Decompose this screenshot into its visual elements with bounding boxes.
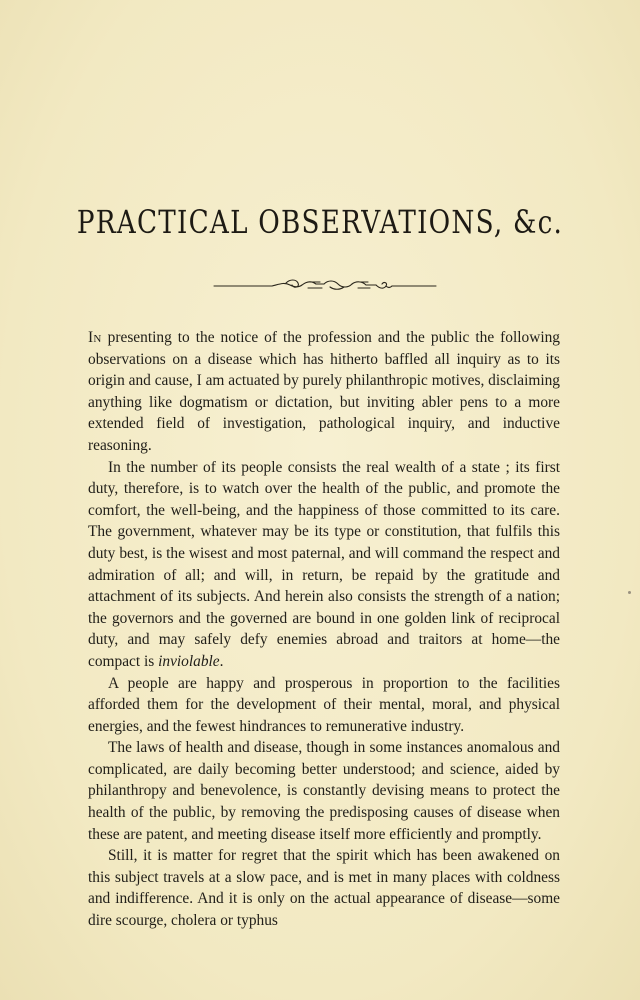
paragraph-4: [88, 737, 560, 845]
margin-speck: [628, 591, 631, 594]
chapter-title: PRACTICAL OBSERVATIONS, &c.: [76, 203, 564, 241]
paragraph-tail: .: [219, 652, 224, 670]
paragraph-2: [88, 457, 560, 673]
emphasis-text: inviolable: [158, 652, 220, 670]
paragraph-text: The laws of health and disease, though in some instances anomalous and complicated, are daily becoming better understood; and science, aided by philanthropy and benevolence, is constantly devising means to protect the health of the public, by removing the predisposing causes of disease when these are patent, and meeting disease itself more efficiently and promptly.: [88, 739, 560, 843]
body-text: [88, 327, 560, 932]
paragraph-text: A people are happy and prosperous in proportion to the facilities afforded them for the development of their mental, moral, and physical energies, and the fewest hindrances to remunerative industry.: [88, 674, 560, 735]
paragraph-text: Still, it is matter for regret that the spirit which has been awakened on this subject travels at a slow pace, and is met in many places with coldness and indifference. And it is only on the actual appearance of disease—some dire scourge, cholera or typhus: [88, 847, 560, 930]
paragraph-text: In the number of its people consists the real wealth of a state ; its first duty, therefore, is to watch over the health of the public, and promote the comfort, the well-being, and the happiness of those committed to its care. The government, whatever may be its type or constitution, that fulfils this duty best, is the wisest and most paternal, and will command the respect and admiration of all; and will, in return, be repaid by the gratitude and attachment of its subjects. And herein also consists the strength of a nation; the governors and the governed are bound in one golden link of reciprocal duty, and may safely defy enemies abroad and traitors at home—the compact is: [88, 458, 560, 670]
decorative-flourish-icon: [212, 276, 438, 294]
paragraph-3: [88, 673, 560, 738]
paragraph-5: [88, 845, 560, 931]
paragraph-1: [88, 327, 560, 457]
lead-word: In: [88, 329, 102, 346]
paragraph-text: presenting to the notice of the profession and the public the following observations on a disease which has hitherto baffled all inquiry as to its origin and cause, I am actuated by purely philanthropic motives, disclaiming anything like dogmatism or dictation, but inviting abler pens to a more extended field of investigation, pathological inquiry, and inductive reasoning.: [88, 329, 560, 454]
